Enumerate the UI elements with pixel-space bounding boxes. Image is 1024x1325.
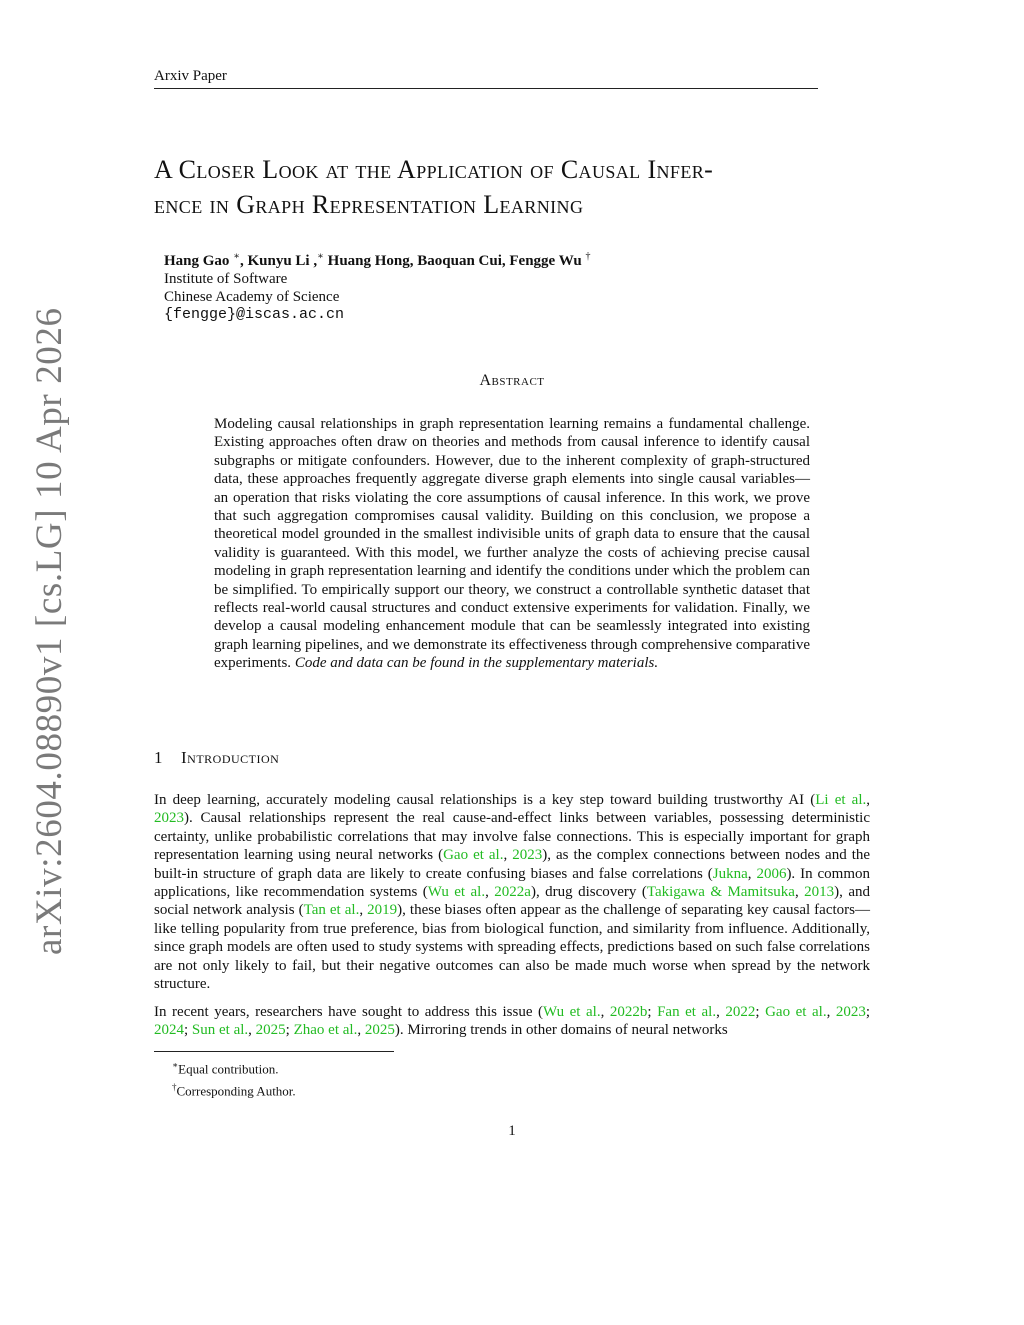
citation-link[interactable]: 2023 xyxy=(154,810,184,827)
paragraph-text: ). In common applications, like recommendation systems ( xyxy=(154,865,871,901)
citation-link[interactable]: 2025 xyxy=(255,1022,286,1039)
corresponding-author-mark: † xyxy=(585,251,591,262)
paragraph-text: ; xyxy=(647,1004,658,1020)
paragraph-text: , xyxy=(826,1004,836,1020)
paragraph-text: , xyxy=(747,865,757,882)
author-email: {fengge}@iscas.ac.cn xyxy=(164,306,345,323)
abstract-heading: Abstract xyxy=(479,372,545,389)
author-names-part-1: Hang Gao xyxy=(164,253,234,269)
abstract-body: Modeling causal relationships in graph representation learning remains a fundamental challenge. Existing approaches often draw on theories and methods from causal inference to identify causal subgraphs or mitigate confounders. However, due to the inherent complexity of graph-structured data, these approaches frequently aggregate diverse graph elements into single causal variables—an operation that risks violating the core assumptions of causal inference. In this work, we prove that such aggregation compromises causal validity. Building on this conclusion, we propose a theoretical model grounded in the smallest indivisible units of graph data to ensure that the causal validity is guaranteed. With this model, we further analyze the costs of achieving precise causal modeling in graph representation learning and identify the conditions under which the problem can be simplified. To empirically support our theory, we construct a controllable synthetic dataset that reflects real-world causal structures and conduct extensive experiments for validation. Finally, we develop a causal modeling enhancement module that can be seamlessly integrated into existing graph learning pipelines, and we demonstrate its effectiveness through comprehensive comparative experiments. xyxy=(214,416,810,672)
citation-link[interactable]: 2024 xyxy=(154,1022,184,1039)
citation-link[interactable]: Sun et al. xyxy=(191,1022,249,1039)
equal-contribution-mark: ∗ xyxy=(317,251,324,262)
affiliation-academy: Chinese Academy of Science xyxy=(164,289,340,305)
paragraph-text: ), drug discovery ( xyxy=(530,884,647,901)
section-number: 1 xyxy=(154,748,163,767)
paragraph-text: , xyxy=(248,1022,256,1039)
affiliation-institute: Institute of Software xyxy=(164,271,288,287)
paragraph-text: , xyxy=(866,792,870,808)
citation-link[interactable]: Wu et al. xyxy=(427,884,486,901)
author-names xyxy=(164,248,764,270)
author-names-part-2: , Kunyu Li , xyxy=(239,253,318,269)
title-line-2: ence in Graph Representation Learning xyxy=(154,190,584,219)
footnote-text: Equal contribution. xyxy=(178,1061,279,1077)
paragraph-text: , xyxy=(600,1004,610,1020)
author-block xyxy=(164,248,764,324)
paragraph-text: , xyxy=(485,884,495,901)
footnote-text: Corresponding Author. xyxy=(176,1083,296,1099)
citation-link[interactable]: 2022 xyxy=(725,1004,756,1020)
page-number: 1 xyxy=(508,1123,516,1139)
paragraph-text: ), as the complex connections between nodes and the built-in structure of graph data are likely to create confusing biases and false correlations ( xyxy=(154,847,871,882)
footnote-equal-contribution xyxy=(172,1056,296,1078)
paragraph-text: , xyxy=(794,884,805,901)
citation-link[interactable]: 2023 xyxy=(512,847,543,864)
citation-link[interactable]: Zhao et al. xyxy=(293,1022,358,1039)
abstract-text xyxy=(214,415,810,673)
title-line-1: A Closer Look at the Application of Causal Infer- xyxy=(154,155,714,184)
running-header: Arxiv Paper xyxy=(154,66,818,89)
paragraph-text: In deep learning, accurately modeling causal relationships is a key step toward building trustworthy AI ( xyxy=(154,792,816,808)
citation-link[interactable]: Fan et al. xyxy=(657,1004,717,1020)
paragraph-text: , xyxy=(503,847,513,864)
section-title: Introduction xyxy=(181,748,280,767)
paragraph-text: ; xyxy=(755,1004,766,1020)
paragraph-text: ). Mirroring trends in other domains of neural networks xyxy=(394,1022,728,1039)
citation-link[interactable]: Jukna xyxy=(712,865,748,882)
paragraph-text: ), and social network analysis ( xyxy=(154,884,870,919)
footnote-divider xyxy=(154,1051,394,1052)
citation-link[interactable]: 2025 xyxy=(364,1022,395,1039)
citation-link[interactable]: Gao et al. xyxy=(765,1004,827,1020)
abstract-code-note: Code and data can be found in the supplementary materials. xyxy=(294,655,659,672)
paragraph-text: ), these biases often appear as the challenge of separating key causal factors—like telling popularity from true preference, bias from biological function, and similarity from influence. Additionally, since graph models are often used to study systems with spreading effects, predictions based on such false correlations are not only likely to fail, but their negative outcomes can also be made much worse when spread by the network structure. xyxy=(154,902,870,993)
author-names-part-3: Huang Hong, Baoquan Cui, Fengge Wu xyxy=(323,253,586,269)
paragraph-text: , xyxy=(357,1022,365,1039)
footnote-mark: † xyxy=(172,1082,177,1093)
citation-link[interactable]: Li et al. xyxy=(815,792,867,808)
intro-paragraph-2 xyxy=(154,1003,870,1040)
citation-link[interactable]: 2013 xyxy=(804,884,835,901)
section-heading-introduction xyxy=(154,748,279,768)
equal-contribution-mark: ∗ xyxy=(233,251,240,262)
footnote-mark: ∗ xyxy=(172,1060,179,1070)
citation-link[interactable]: Wu et al. xyxy=(543,1004,601,1020)
intro-paragraph-1 xyxy=(154,791,870,993)
paragraph-text: , xyxy=(716,1004,726,1020)
citation-link[interactable]: 2022b xyxy=(609,1004,648,1020)
citation-link[interactable]: Tan et al. xyxy=(303,902,360,919)
paragraph-text: ; xyxy=(865,1004,871,1020)
paragraph-text: , xyxy=(359,902,368,919)
paragraph-text: ). Causal relationships represent the real cause-and-effect links between variables, possessing deterministic certainty, unlike probabilistic correlations that may involve false connections. This is especially important for graph representation learning using neural networks ( xyxy=(154,810,870,864)
footnote-corresponding-author xyxy=(172,1078,296,1100)
citation-link[interactable]: Gao et al. xyxy=(443,847,504,864)
footnotes xyxy=(172,1056,296,1101)
citation-link[interactable]: Takigawa & Mamitsuka xyxy=(646,884,795,901)
paragraph-text: In recent years, researchers have sought to address this issue ( xyxy=(154,1004,544,1020)
citation-link[interactable]: 2019 xyxy=(367,902,398,919)
paper-title xyxy=(154,152,874,222)
paragraph-text: ; xyxy=(184,1022,192,1039)
citation-link[interactable]: 2006 xyxy=(756,865,787,882)
citation-link[interactable]: 2022a xyxy=(494,884,531,901)
paragraph-text: ; xyxy=(285,1022,294,1039)
citation-link[interactable]: 2023 xyxy=(835,1004,866,1020)
arxiv-identifier: arXiv:2604.08890v1 [cs.LG] 10 Apr 2026 xyxy=(29,307,70,955)
